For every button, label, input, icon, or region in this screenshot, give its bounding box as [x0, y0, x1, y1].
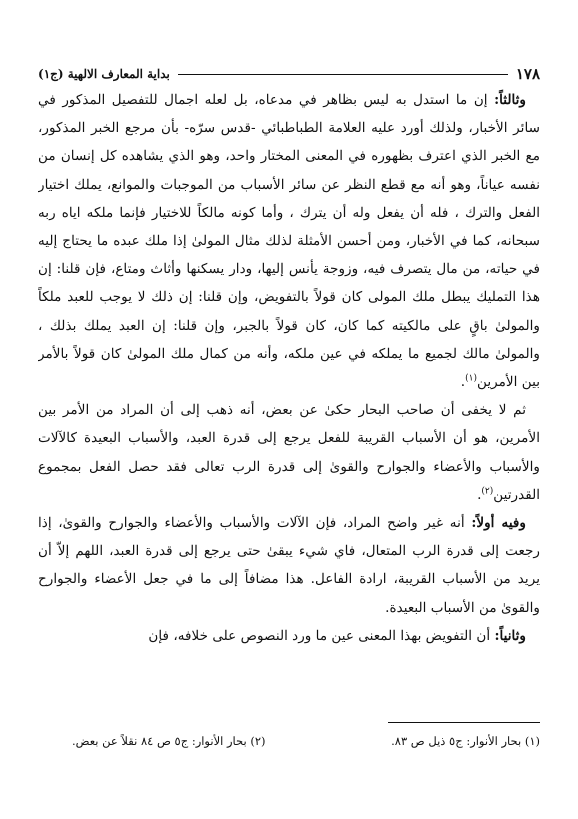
- second-objection-text: أن التفويض بهذا المعنى عين ما ورد النصوص على خلافه، فإن: [148, 627, 495, 644]
- page-number: ١٧٨: [515, 65, 540, 83]
- page-body: [38, 86, 540, 674]
- third-point-end: .: [460, 374, 466, 391]
- first-objection-text: أنه غير واضح المراد، فإن الآلات والأسباب والأعضاء والجوارح والقوىٰ، إذا رجعت إلى قدرة الرب المتعال، فاي شيء يبقىٰ حتى يرجع إلى قدرة العبد، اللهم إلاّ أن يريد من الأسباب القريبة، ارادة الفاعل. هذا مضافاً إلى ما في جعل الأعضاء والجوارح والقوىٰ من الأسباب البعيدة.: [38, 515, 540, 616]
- paragraph-second-objection: [38, 622, 540, 650]
- paragraph-bihar-report: [38, 396, 540, 509]
- footnote-rule: [388, 722, 540, 723]
- running-title: بداية المعارف الالهية (ج١): [38, 67, 170, 81]
- paragraph-first-objection: [38, 509, 540, 622]
- header-rule: [178, 73, 508, 75]
- paragraph-third-point: [38, 86, 540, 396]
- second-objection-lead: وثانياً:: [494, 627, 526, 644]
- third-point-continuation: فإن قلنا: إن هذا التمليك يبطل ملك المولى كان قولاً بالتفويض، وإن قلنا: إن ذلك لا يوجب للعبد ملكاً والمولىٰ باقٍ على مالكيته كما كان، كان قولاً بالجبر، وإن قلنا: إن العبد يملك بذلك ، والمولىٰ مالك لجميع ما يملكه في عين ملكه، وأنه من كمال ملك المولىٰ كان قولاً بالأمر بين الأمرين: [38, 261, 540, 391]
- third-point-lead: وثالثاً:: [494, 92, 526, 108]
- footnotes: [72, 734, 540, 748]
- footnote-2: (٢) بحار الأنوار: ج٥ ص ٨٤ نقلاً عن بعض.: [72, 734, 266, 748]
- footnote-1: (١) بحار الأنوار: ج٥ ذيل ص ٨٣.: [391, 734, 540, 748]
- bihar-report-text: ثم لا يخفى أن صاحب البحار حكىٰ عن بعض، أنه ذهب إلى أن المراد من الأمر بين الأمرين، هو أن الأسباب القريبة للفعل يرجع إلى قدرة العبد، والأسباب البعيدة كالآلات والأسباب والأعضاء والجوارح والقوىٰ إلى قدرة الرب تعالى فقد حصل الفعل بمجموع القدرتين: [38, 402, 540, 503]
- bihar-report-end: .: [477, 486, 482, 503]
- first-objection-lead: وفيه أولاً:: [471, 515, 526, 532]
- footnote-marker-2: (٢): [481, 486, 494, 497]
- third-point-text: إن ما استدل به ليس بظاهر في مدعاه، بل لعله اجمال للتفصيل المذكور في سائر الأخبار، ولذلك أورد عليه العلامة الطباطبائي -قدس سرّه- بأن مرجع الخبر المذكور، مع الخبر الذي اعترف بظهوره في المعنى المختار واحد، وهو الذي يشاهده كل إنسان من نفسه عياناً، وهو أنه مع قطع النظر عن سائر الأسباب من الموجبات والموانع، يملك اختيار الفعل والترك ، فله أن يفعل وله أن يترك ، وأما كونه مالكاً للاختيار فإنما ملكه اياه ربه سبحانه، كما في الأخبار، ومن أحسن الأمثلة لذلك مثال المولىٰ إذا ملك عبده ما يحتاج إليه في حياته، من مال يتصرف فيه، وزوجة يأنس إليها، ودار يسكنها وأثاث ومتاع،: [38, 92, 540, 278]
- page-header: [38, 62, 540, 86]
- footnote-marker-1: (١): [465, 373, 477, 384]
